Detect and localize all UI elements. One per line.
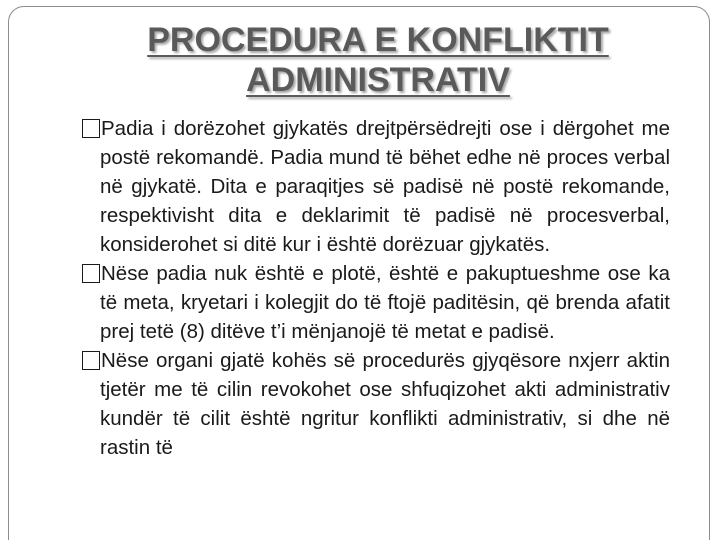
- paragraph-3-text: Nëse organi gjatë kohës së procedurës gjyqësore nxjerr aktin tjetër me të cilin revokohet ose shfuqizohet akti administrativ kundër të cilit është ngritur konflikti administrativ, si dhe në rastin të: [100, 349, 670, 459]
- slide-title-line-1: PROCEDURA E KONFLIKTIT: [147, 21, 609, 59]
- paragraph-2-text: Nëse padia nuk është e plotë, është e pakuptueshme ose ka të meta, kryetari i kolegjit do të ftojë paditësin, që brenda afatit prej tetë (8) ditëve t’i mënjanojë të metat e padisë.: [100, 262, 670, 343]
- square-bullet-icon: [82, 351, 100, 370]
- bullet-paragraph-1: [34, 114, 670, 259]
- slide-title: [0, 20, 720, 100]
- square-bullet-icon: [82, 119, 100, 138]
- square-bullet-icon: [82, 264, 100, 283]
- bullet-paragraph-3: [34, 346, 670, 462]
- bullet-list: [34, 114, 670, 462]
- paragraph-1-text: Padia i dorëzohet gjykatës drejtpërsëdrejti ose i dërgohet me postë rekomandë. Padia mund të bëhet edhe në proces verbal në gjykatë. Dita e paraqitjes së padisë në postë rekomande, respektivisht dita e deklarimit të padisë në procesverbal, konsiderohet si ditë kur i është dorëzuar gjykatës.: [100, 117, 670, 256]
- slide-title-line-2: ADMINISTRATIV: [246, 61, 510, 99]
- bullet-paragraph-2: [34, 259, 670, 346]
